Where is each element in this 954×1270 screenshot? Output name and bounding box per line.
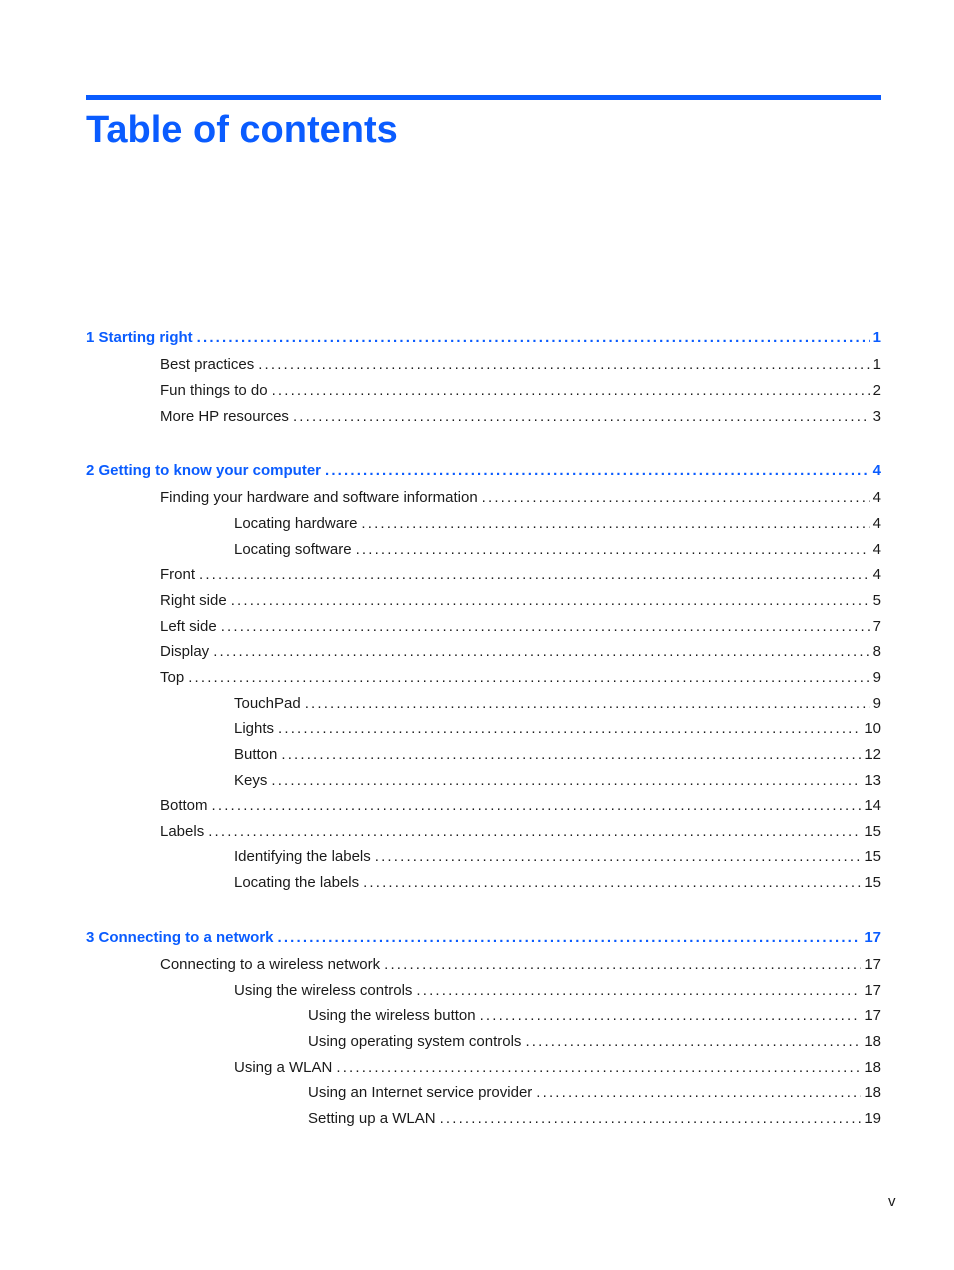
toc-page-number: 14 <box>864 797 881 814</box>
toc-page-number: 19 <box>864 1110 881 1127</box>
page-number: v <box>888 1193 896 1210</box>
dot-leader <box>480 1007 862 1025</box>
toc-page-number: 15 <box>864 848 881 865</box>
dot-leader <box>361 515 869 533</box>
toc-page-number: 4 <box>872 489 881 506</box>
toc-page-number: 7 <box>872 618 881 635</box>
toc-label: Locating the labels <box>234 874 360 891</box>
toc-entry[interactable] <box>160 643 881 661</box>
toc-entry[interactable] <box>160 797 881 815</box>
toc-label: Using an Internet service provider <box>308 1084 533 1101</box>
toc-label: Connecting to a wireless network <box>160 956 381 973</box>
toc-entry[interactable] <box>160 382 881 400</box>
toc-label: Left side <box>160 618 217 635</box>
toc-page-number: 8 <box>872 643 881 660</box>
dot-leader <box>208 823 861 841</box>
toc-entry[interactable] <box>234 695 881 713</box>
toc-label: TouchPad <box>234 695 301 712</box>
toc-page-number: 12 <box>864 746 881 763</box>
toc-label: Front <box>160 566 196 583</box>
toc-label: Right side <box>160 592 227 609</box>
dot-leader <box>482 489 870 507</box>
toc-page-number: 4 <box>872 541 881 558</box>
toc-label: Using a WLAN <box>234 1059 333 1076</box>
dot-leader <box>213 643 869 661</box>
toc-entry[interactable] <box>160 592 881 610</box>
dot-leader <box>325 462 870 480</box>
toc-chapter-3[interactable] <box>86 929 881 947</box>
toc-entry[interactable] <box>160 408 881 426</box>
toc-entry[interactable] <box>160 356 881 374</box>
toc-entry[interactable] <box>234 1059 881 1077</box>
toc-page-number: 13 <box>864 772 881 789</box>
toc-page-number: 2 <box>872 382 881 399</box>
toc-label: Labels <box>160 823 205 840</box>
toc-entry[interactable] <box>234 772 881 790</box>
dot-leader <box>258 356 869 374</box>
toc-label: Locating software <box>234 541 352 558</box>
toc-entry[interactable] <box>234 515 881 533</box>
toc-label: More HP resources <box>160 408 289 425</box>
toc-page-number: 1 <box>872 356 881 373</box>
toc-page-number: 9 <box>872 695 881 712</box>
toc-page-number: 3 <box>872 408 881 425</box>
toc-entry[interactable] <box>160 956 881 974</box>
toc-chapter-1[interactable] <box>86 329 881 347</box>
toc-label: Using the wireless button <box>308 1007 476 1024</box>
dot-leader <box>231 592 870 610</box>
toc-label: Locating hardware <box>234 515 358 532</box>
toc-page-number: 4 <box>872 515 881 532</box>
toc-page-number: 15 <box>864 823 881 840</box>
dot-leader <box>271 772 861 790</box>
toc-page-number: 10 <box>864 720 881 737</box>
toc-page-number: 9 <box>872 669 881 686</box>
toc-label: Setting up a WLAN <box>308 1110 436 1127</box>
toc-label: Finding your hardware and software information <box>160 489 478 506</box>
toc-page-number: 4 <box>872 462 881 479</box>
toc-entry[interactable] <box>234 541 881 559</box>
toc-entry[interactable] <box>308 1110 881 1128</box>
dot-leader <box>336 1059 861 1077</box>
toc-page-number: 15 <box>864 874 881 891</box>
dot-leader <box>293 408 870 426</box>
toc-label: 2 Getting to know your computer <box>86 462 322 479</box>
toc-entry[interactable] <box>308 1084 881 1102</box>
toc-page-number: 18 <box>864 1059 881 1076</box>
dot-leader <box>212 797 862 815</box>
toc-entry[interactable] <box>160 618 881 636</box>
toc-label: Identifying the labels <box>234 848 371 865</box>
dot-leader <box>278 929 862 947</box>
toc-label: Button <box>234 746 278 763</box>
toc-entry[interactable] <box>308 1033 881 1051</box>
toc-label: Display <box>160 643 210 660</box>
page-title: Table of contents <box>86 109 398 151</box>
toc-label: 1 Starting right <box>86 329 193 346</box>
dot-leader <box>363 874 861 892</box>
title-rule <box>86 95 881 100</box>
toc-entry[interactable] <box>160 489 881 507</box>
toc-entry[interactable] <box>234 848 881 866</box>
toc-entry[interactable] <box>234 720 881 738</box>
toc-label: Bottom <box>160 797 208 814</box>
dot-leader <box>188 669 869 687</box>
toc-label: 3 Connecting to a network <box>86 929 274 946</box>
toc-entry[interactable] <box>234 746 881 764</box>
dot-leader <box>197 329 870 347</box>
toc-chapter-2[interactable] <box>86 462 881 480</box>
toc-entry[interactable] <box>160 669 881 687</box>
toc-entry[interactable] <box>308 1007 881 1025</box>
toc-page-number: 1 <box>872 329 881 346</box>
dot-leader <box>416 982 861 1000</box>
toc-page-number: 4 <box>872 566 881 583</box>
toc-label: Using the wireless controls <box>234 982 413 999</box>
toc-label: Top <box>160 669 185 686</box>
toc-page-number: 18 <box>864 1084 881 1101</box>
toc-page-number: 17 <box>864 929 881 946</box>
toc-entry[interactable] <box>234 982 881 1000</box>
dot-leader <box>375 848 862 866</box>
toc-entry[interactable] <box>234 874 881 892</box>
dot-leader <box>281 746 861 764</box>
toc-page-number: 17 <box>864 1007 881 1024</box>
dot-leader <box>199 566 870 584</box>
toc-entry[interactable] <box>160 823 881 841</box>
dot-leader <box>305 695 870 713</box>
dot-leader <box>272 382 870 400</box>
toc-label: Using operating system controls <box>308 1033 522 1050</box>
dot-leader <box>536 1084 861 1102</box>
dot-leader <box>440 1110 862 1128</box>
dot-leader <box>278 720 861 738</box>
toc-entry[interactable] <box>160 566 881 584</box>
dot-leader <box>384 956 861 974</box>
dot-leader <box>221 618 870 636</box>
toc-label: Lights <box>234 720 275 737</box>
toc-page-number: 5 <box>872 592 881 609</box>
toc-label: Keys <box>234 772 268 789</box>
dot-leader <box>525 1033 861 1051</box>
toc-label: Fun things to do <box>160 382 268 399</box>
dot-leader <box>356 541 870 559</box>
toc-page-number: 17 <box>864 982 881 999</box>
toc-page-number: 17 <box>864 956 881 973</box>
toc-label: Best practices <box>160 356 255 373</box>
toc-page-number: 18 <box>864 1033 881 1050</box>
